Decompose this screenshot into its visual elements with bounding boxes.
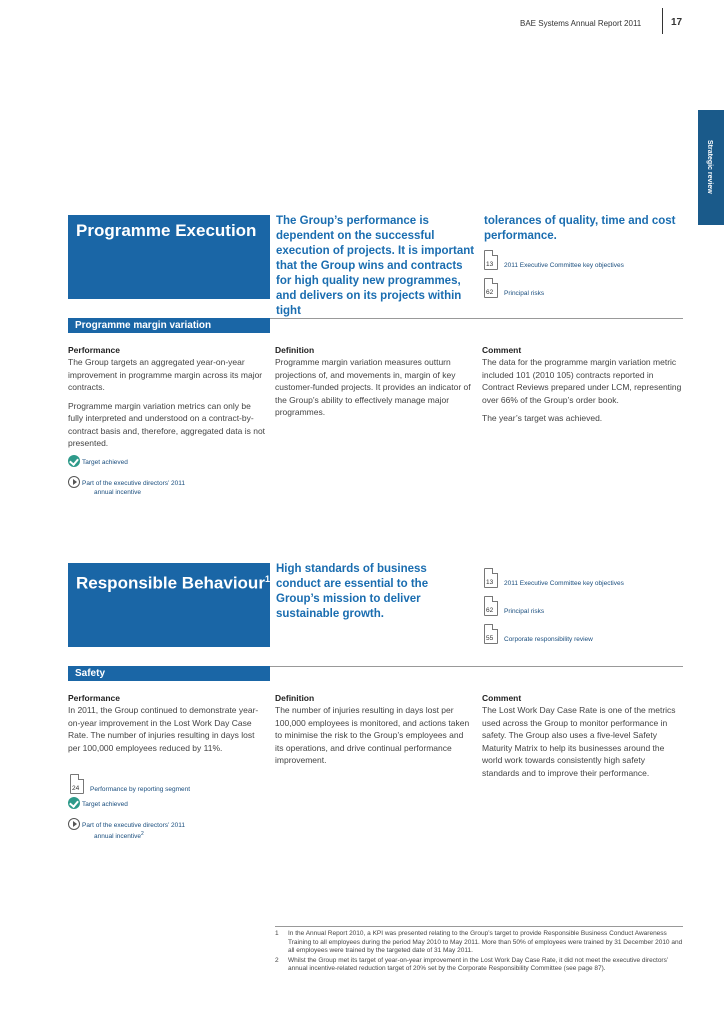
reference-label: Corporate responsibility review	[504, 636, 593, 643]
reference-label: Principal risks	[504, 290, 545, 297]
kpi-title-bar: Safety	[68, 666, 270, 681]
page-number: 17	[671, 17, 683, 28]
reference-label: Principal risks	[504, 608, 545, 615]
badge-label: Target achieved	[82, 801, 128, 808]
document-icon: 24	[70, 774, 84, 794]
target-achieved-badge	[68, 797, 128, 809]
definition-text: The number of injuries resulting in days lost per 100,000 employees is monitored, and actions taken to minimise the risk to the Group’s employees and its operations, and drive continual performance improvement.	[275, 705, 470, 765]
comment-column	[482, 693, 682, 785]
document-icon: 62	[484, 278, 498, 298]
comment-text: The data for the programme margin variation metric included 101 (2010 105) contracts reported in Contract Reviews prepared under LCM, representing over 66% of the Group’s order book.	[482, 357, 682, 405]
header-divider	[662, 8, 663, 34]
side-section-tab[interactable]	[698, 110, 724, 225]
page-reference[interactable]	[484, 594, 544, 616]
performance-text: The Group targets an aggregated year-on-year improvement in programme margin across its major contracts.	[68, 357, 263, 392]
footnote: 1 In the Annual Report 2010, a KPI was presented relating to the Group’s target to provide Responsible Business Conduct Awareness Training to all employees during the period May 2010 to May 2011. More than 50% of employees were trained by 31 December 2010 and all employees were trained by the targeted date of 31 May 2011.	[275, 930, 683, 955]
section-header-programme-execution	[68, 215, 270, 299]
check-circle-icon	[68, 455, 80, 467]
section-lead-text: The Group’s performance is dependent on the successful execution of projects. It is important that the Group wins and contracts for high quality new programmes, and delivers on its projects within tight	[276, 215, 475, 317]
performance-column	[68, 693, 268, 760]
page-reference[interactable]	[484, 276, 544, 298]
document-icon: 13	[484, 250, 498, 270]
section-title: Responsible Behaviour$^1$	[76, 573, 270, 593]
document-icon: 13	[484, 568, 498, 588]
report-title: BAE Systems Annual Report 2011	[520, 19, 642, 28]
comment-text: The year’s target was achieved.	[482, 413, 603, 423]
definition-heading: Definition	[275, 693, 315, 703]
performance-text: In 2011, the Group continued to demonstrate year-on-year improvement in the Lost Work Day Case Rate. The number of injuries resulting in days lost per 100,000 employees reduced by 11%.	[68, 705, 259, 753]
reference-label: 2011 Executive Committee key objectives	[504, 580, 624, 587]
definition-text: Programme margin variation measures outturn projections of, and movements in, margin of key customer-funded projects. It provides an indicator of the Group’s ability to effectively manage major programmes.	[275, 357, 471, 417]
page-reference[interactable]	[70, 772, 190, 794]
definition-column	[275, 345, 473, 425]
comment-column	[482, 345, 682, 431]
divider	[270, 318, 683, 319]
document-icon: 62	[484, 596, 498, 616]
incentive-badge	[68, 476, 185, 497]
badge-label: Target achieved	[82, 459, 128, 466]
performance-column	[68, 345, 268, 456]
divider	[270, 666, 683, 667]
comment-text: The Lost Work Day Case Rate is one of the metrics used across the Group to monitor performance in safety. The Group also uses a five-level Safety Maturity Matrix to help its businesses around the world work towards consistently high safety standards and to improve their performance.	[482, 705, 676, 778]
footnotes	[275, 930, 685, 974]
section-title: Programme Execution	[76, 221, 257, 240]
performance-heading: Performance	[68, 693, 120, 703]
section-header-responsible-behaviour	[68, 563, 270, 647]
page-reference[interactable]	[484, 248, 624, 270]
incentive-badge	[68, 818, 185, 841]
check-circle-icon	[68, 797, 80, 809]
comment-heading: Comment	[482, 693, 522, 703]
page-reference[interactable]	[484, 622, 593, 644]
performance-heading: Performance	[68, 345, 120, 355]
definition-heading: Definition	[275, 345, 315, 355]
section-lead-text: High standards of business conduct are essential to the Group’s mission to deliver sustainable growth.	[276, 563, 429, 620]
page-reference[interactable]	[484, 566, 624, 588]
document-icon: 55	[484, 624, 498, 644]
performance-text: Programme margin variation metrics can only be fully interpreted and understood on a contract-by-contract basis and, therefore, aggregated data is not presented.	[68, 400, 266, 448]
footnote-divider	[275, 926, 683, 927]
reference-label: Performance by reporting segment	[90, 786, 191, 793]
badge-label: Part of the executive directors’ 2011 annual incentive$^2$	[82, 822, 185, 841]
section-lead-text-continued: tolerances of quality, time and cost performance.	[484, 215, 676, 242]
target-achieved-badge	[68, 455, 128, 467]
play-circle-icon	[68, 818, 80, 830]
kpi-title-bar: Programme margin variation	[68, 318, 270, 333]
side-tab-label: Strategic review	[706, 140, 713, 194]
footnote: 2 Whilst the Group met its target of year-on-year improvement in the Lost Work Day Case Rate, it did not meet the executive directors’ annual incentive-related reduction target of 20% set by the Corporate Responsibility Committee (see page 87).	[275, 956, 669, 973]
comment-heading: Comment	[482, 345, 522, 355]
reference-label: 2011 Executive Committee key objectives	[504, 262, 624, 269]
play-circle-icon	[68, 476, 80, 488]
definition-column	[275, 693, 473, 773]
badge-label: Part of the executive directors’ 2011 annual incentive	[82, 480, 185, 496]
